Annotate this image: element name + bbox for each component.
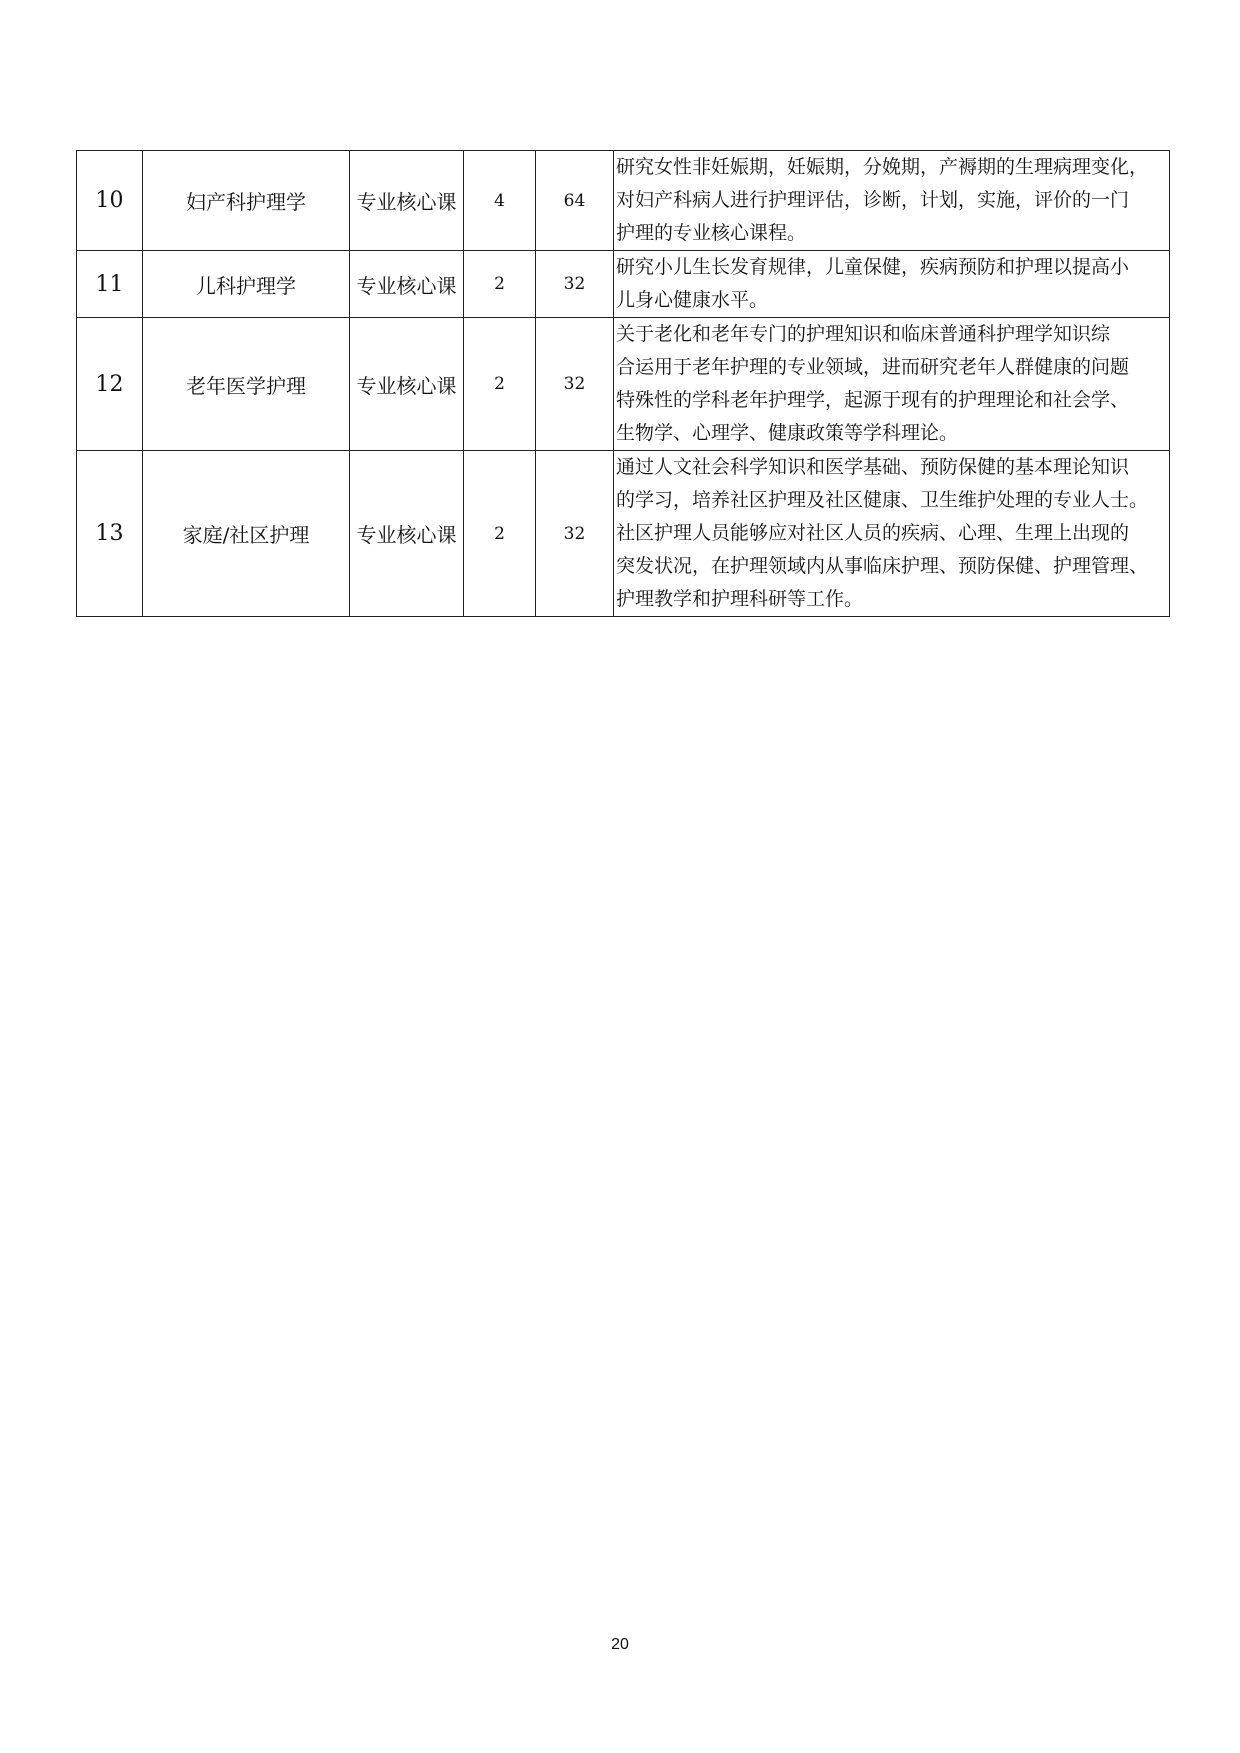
course-description <box>614 318 1170 451</box>
course-number: 12 <box>77 318 143 451</box>
description-line: 通过人文社会科学知识和医学基础、预防保健的基本理论知识 <box>616 456 1130 478</box>
course-description <box>614 251 1170 318</box>
description-line: 突发状况，在护理领域内从事临床护理、预防保健、护理管理、 <box>616 555 1149 577</box>
table-row <box>77 151 1170 251</box>
course-type: 专业核心课 <box>350 151 464 251</box>
course-type: 专业核心课 <box>350 251 464 318</box>
course-number: 10 <box>77 151 143 251</box>
course-description <box>614 151 1170 251</box>
course-name: 家庭/社区护理 <box>143 451 350 617</box>
description-line: 研究小儿生长发育规律，儿童保健，疾病预防和护理以提高小 <box>616 256 1130 278</box>
course-credit: 4 <box>464 151 536 251</box>
course-credit: 2 <box>464 318 536 451</box>
course-type: 专业核心课 <box>350 451 464 617</box>
page-number: 20 <box>611 1636 629 1653</box>
course-hours: 32 <box>536 318 614 451</box>
description-line: 特殊性的学科老年护理学，起源于现有的护理理论和社会学、 <box>616 389 1130 411</box>
course-type: 专业核心课 <box>350 318 464 451</box>
course-credit: 2 <box>464 251 536 318</box>
table-row <box>77 251 1170 318</box>
course-description <box>614 451 1170 617</box>
description-line: 研究女性非妊娠期，妊娠期，分娩期，产褥期的生理病理变化， <box>616 156 1149 178</box>
course-number: 13 <box>77 451 143 617</box>
course-number: 11 <box>77 251 143 318</box>
description-line: 的学习，培养社区护理及社区健康、卫生维护处理的专业人士。 <box>616 489 1149 511</box>
description-line: 关于老化和老年专门的护理知识和临床普通科护理学知识综 <box>616 323 1111 345</box>
description-line: 护理的专业核心课程。 <box>616 222 807 244</box>
description-line: 对妇产科病人进行护理评估，诊断，计划，实施，评价的一门 <box>616 189 1130 211</box>
table-row <box>77 451 1170 617</box>
description-line: 合运用于老年护理的专业领域，进而研究老年人群健康的问题 <box>616 356 1130 378</box>
course-table <box>76 150 1170 617</box>
course-name: 妇产科护理学 <box>143 151 350 251</box>
course-credit: 2 <box>464 451 536 617</box>
course-hours: 32 <box>536 251 614 318</box>
course-name: 老年医学护理 <box>143 318 350 451</box>
table-row <box>77 318 1170 451</box>
description-line: 护理教学和护理科研等工作。 <box>616 588 864 610</box>
description-line: 儿身心健康水平。 <box>616 289 769 311</box>
course-hours: 32 <box>536 451 614 617</box>
course-name: 儿科护理学 <box>143 251 350 318</box>
course-hours: 64 <box>536 151 614 251</box>
description-line: 生物学、心理学、健康政策等学科理论。 <box>616 422 959 444</box>
description-line: 社区护理人员能够应对社区人员的疾病、心理、生理上出现的 <box>616 522 1130 544</box>
